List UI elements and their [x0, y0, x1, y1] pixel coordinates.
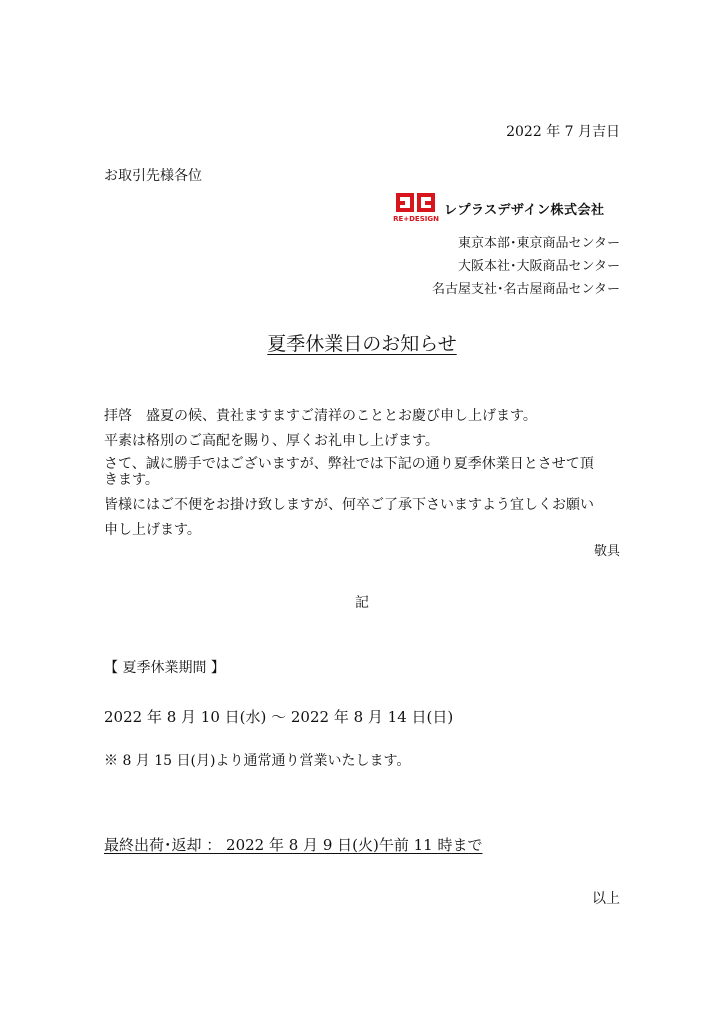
body-line: きます。 — [104, 472, 159, 488]
body-line: 拝啓 盛夏の候、貴社ますますご清祥のこととお慶び申し上げます。 — [104, 408, 537, 424]
closing-salutation: 敬具 — [593, 544, 620, 559]
document-date: 2022 年 7 月吉日 — [506, 124, 620, 140]
notice-title: 夏季休業日のお知らせ — [267, 333, 457, 355]
branch-line: 名古屋支社･名古屋商品センター — [432, 282, 620, 297]
body-line: さて、誠に勝手ではございますが、弊社では下記の通り夏季休業日とさせて頂 — [104, 456, 594, 472]
branch-line: 東京本部･東京商品センター — [458, 236, 620, 251]
notice-title-wrapper — [0, 329, 724, 356]
addressee: お取引先様各位 — [104, 168, 202, 184]
body-line: 平素は格別のご高配を賜り、厚くお礼申し上げます。 — [104, 433, 439, 449]
body-line: 申し上げます。 — [104, 522, 201, 538]
body-line: 皆様にはご不便をお掛け致しますが、何卒ご了承下さいますよう宜しくお願い — [104, 497, 594, 513]
final-shipment: 最終出荷･返却 ： 2022 年 8 月 9 日(火)午前 11 時まで — [104, 836, 483, 854]
closing-ijou: 以上 — [592, 891, 620, 907]
resume-note: ※ 8 月 15 日(月)より通常通り営業いたします。 — [104, 753, 411, 769]
ki-heading: 記 — [355, 595, 369, 611]
holiday-period: 2022 年 8 月 10 日(水) ～ 2022 年 8 月 14 日(日) — [104, 708, 454, 726]
period-heading: 【 夏季休業期間 】 — [104, 660, 225, 676]
redesign-logo-icon — [393, 193, 439, 223]
final-shipment-wrapper — [104, 834, 482, 855]
branch-line: 大阪本社･大阪商品センター — [458, 259, 620, 274]
logo-mark-text: RE+DESIGN — [393, 215, 439, 223]
company-name: レプラスデザイン株式会社 — [444, 202, 605, 218]
company-logo — [393, 193, 605, 223]
